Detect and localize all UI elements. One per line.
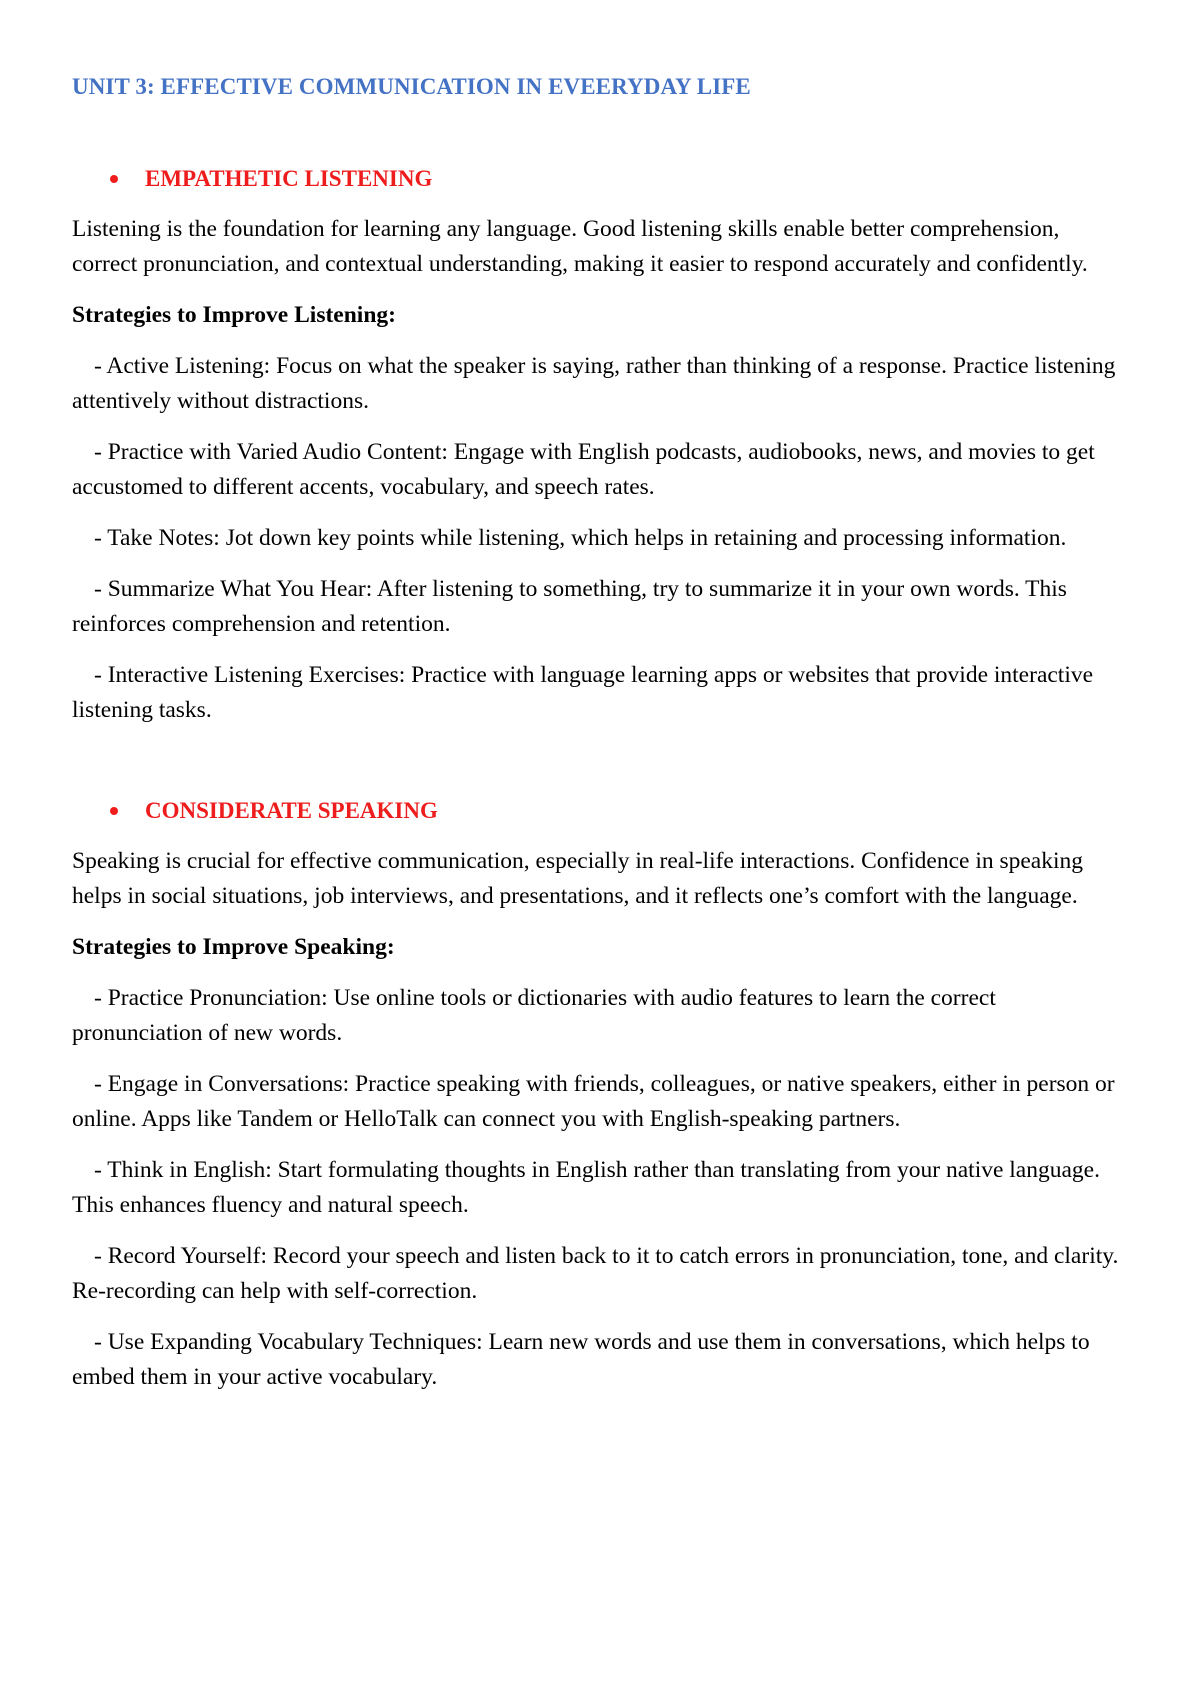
strategy-item: - Record Yourself: Record your speech and listen back to it to catch errors in pronunciation, tone, and clarity. Re-recording can help with self-correction. — [72, 1243, 1119, 1304]
section-heading — [72, 162, 1128, 196]
bullet-icon — [110, 807, 118, 815]
section-heading-text: CONSIDERATE SPEAKING — [145, 798, 438, 823]
strategy-item: - Practice with Varied Audio Content: Engage with English podcasts, audiobooks, news, and movies to get accustomed to different accents, vocabulary, and speech rates. — [72, 439, 1095, 500]
strategies-subheading: Strategies to Improve Speaking: — [72, 934, 395, 960]
document-title: UNIT 3: EFFECTIVE COMMUNICATION IN EVEERYDAY LIFE — [72, 74, 751, 99]
section-heading-text: EMPATHETIC LISTENING — [145, 166, 433, 191]
strategy-item: - Practice Pronunciation: Use online tools or dictionaries with audio features to learn the correct pronunciation of new words. — [72, 985, 996, 1046]
strategy-item: - Interactive Listening Exercises: Practice with language learning apps or websites that provide interactive listening tasks. — [72, 662, 1094, 723]
bullet-icon — [110, 175, 118, 183]
strategy-item: - Active Listening: Focus on what the speaker is saying, rather than thinking of a response. Practice listening attentively without distractions. — [72, 353, 1116, 414]
section-intro: Listening is the foundation for learning any language. Good listening skills enable better comprehension, correct pronunciation, and contextual understanding, making it easier to respond accurately and confidently. — [72, 216, 1088, 277]
section-considerate-speaking — [72, 794, 1128, 1395]
section-intro: Speaking is crucial for effective communication, especially in real-life interactions. Confidence in speaking helps in social situations, job interviews, and presentations, and it reflects one’s comfort with the language. — [72, 848, 1084, 909]
strategy-item: - Use Expanding Vocabulary Techniques: Learn new words and use them in conversations, which helps to embed them in your active vocabulary. — [72, 1329, 1090, 1390]
strategy-item: - Think in English: Start formulating thoughts in English rather than translating from your native language. This enhances fluency and natural speech. — [72, 1157, 1100, 1218]
section-heading — [72, 794, 1128, 828]
strategies-subheading: Strategies to Improve Listening: — [72, 302, 396, 328]
section-empathetic-listening — [72, 162, 1128, 728]
strategy-item: - Take Notes: Jot down key points while listening, which helps in retaining and processing information. — [94, 525, 1067, 551]
strategy-item: - Summarize What You Hear: After listening to something, try to summarize it in your own words. This reinforces comprehension and retention. — [72, 576, 1067, 637]
strategy-item: - Engage in Conversations: Practice speaking with friends, colleagues, or native speakers, either in person or online. Apps like Tandem or HelloTalk can connect you with English-speaking partners. — [72, 1071, 1115, 1132]
